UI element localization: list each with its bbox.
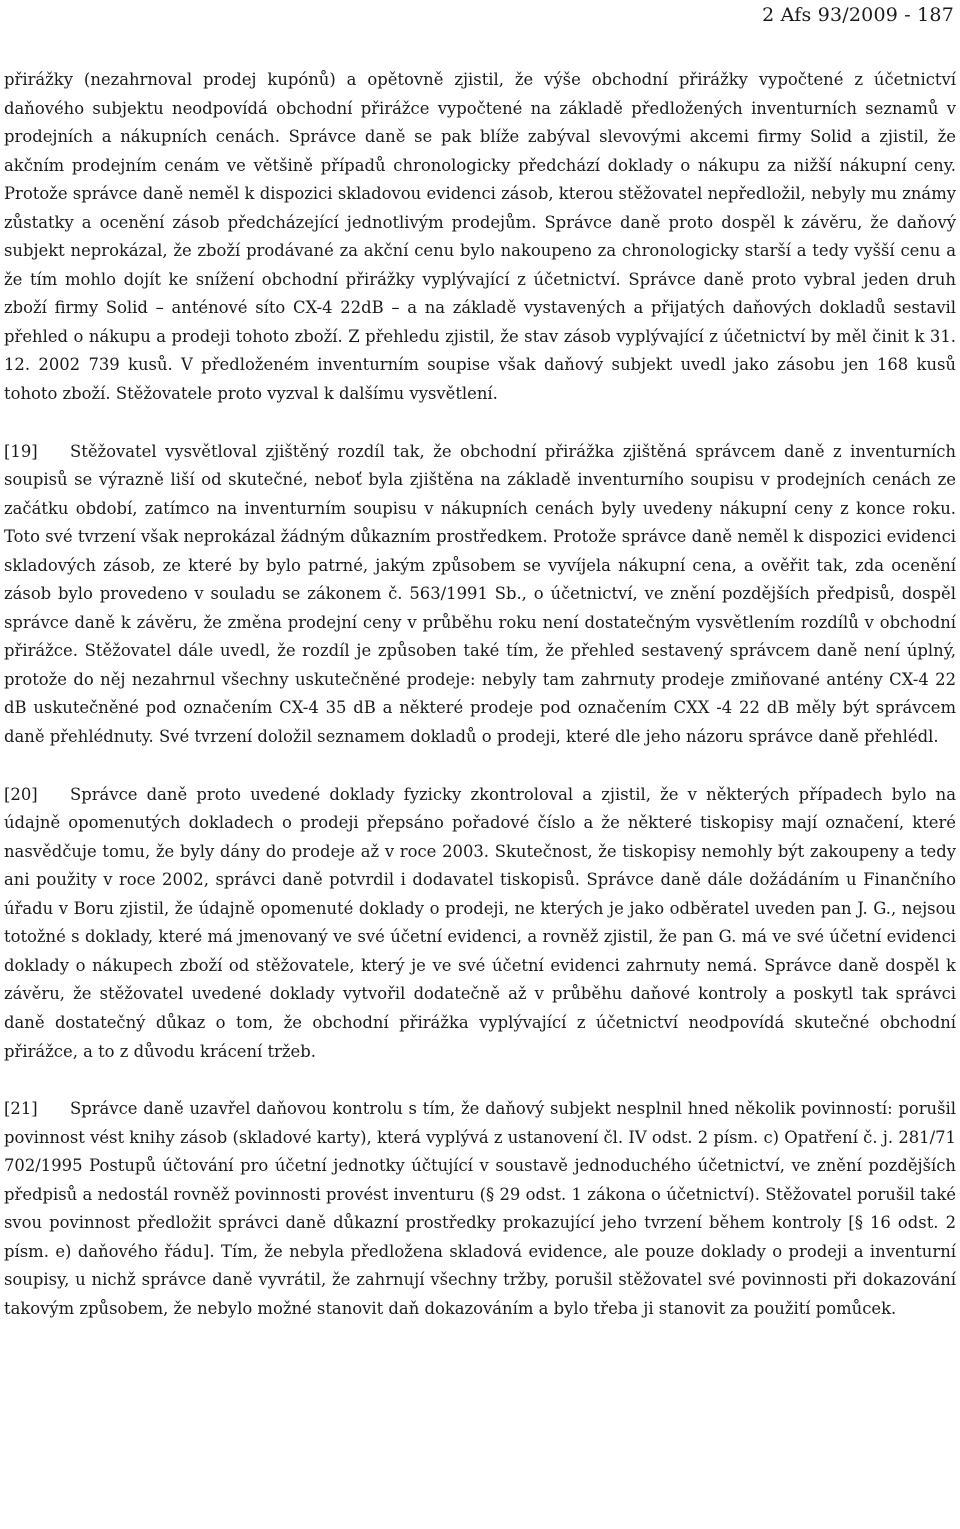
paragraph-19: [4, 438, 956, 752]
paragraph-number: [21]: [4, 1099, 38, 1119]
paragraph-20: [4, 781, 956, 1066]
paragraph-text: Stěžovatel vysvětloval zjištěný rozdíl tak, že obchodní přirážka zjištěná správcem daně z inventurních soupisů se výrazně liší od skutečné, neboť byla zjištěna na základě inventurního soupisu v prodejních cenách ze začátku období, zatímco na inventurním soupisu v nákupních cenách byly uvedeny nákupní ceny z konce roku. Toto své tvrzení však neprokázal žádným důkazním prostředkem. Protože správce daně neměl k dispozici evidenci skladových zásob, ze které by bylo patrné, jakým způsobem se vyvíjela nákupní cena, a ověřit tak, zda ocenění zásob bylo provedeno v souladu se zákonem č. 563/1991 Sb., o účetnictví, ve znění pozdějších předpisů, dospěl správce daně k závěru, že změna prodejní ceny v průběhu roku není dostatečným vysvětlením rozdílů v obchodní přirážce. Stěžovatel dále uvedl, že rozdíl je způsoben také tím, že přehled sestavený správcem daně není úplný, protože do něj nezahrnul všechny uskutečněné prodeje: nebyly tam zahrnuty prodeje zmiňované antény CX-4 22 dB uskutečněné pod označením CX-4 35 dB a některé prodeje pod označením CXX -4 22 dB měly být správcem daně přehlédnuty. Své tvrzení doložil seznamem dokladů o prodeji, které dle jeho názoru správce daně přehlédl.: [4, 441, 956, 747]
paragraph-text: přirážky (nezahrnoval prodej kupónů) a opětovně zjistil, že výše obchodní přirážky vypočtené z účetnictví daňového subjektu neodpovídá obchodní přirážce vypočtené na základě předložených inventurních seznamů v prodejních a nákupních cenách. Správce daně se pak blíže zabýval slevovými akcemi firmy Solid a zjistil, že akčním prodejním cenám ve většině případů chronologicky předchází doklady o nákupu za nižší nákupní ceny. Protože správce daně neměl k dispozici skladovou evidenci zásob, kterou stěžovatel nepředložil, nebyly mu známy zůstatky a ocenění zásob předcházející jednotlivým prodejům. Správce daně proto dospěl k závěru, že daňový subjekt neprokázal, že zboží prodávané za akční cenu bylo nakoupeno za chronologicky starší a tedy vyšší cenu a že tím mohlo dojít ke snížení obchodní přirážky vyplývající z účetnictví. Správce daně proto vybral jeden druh zboží firmy Solid – anténové síto CX-4 22dB – a na základě vystavených a přijatých daňových dokladů sestavil přehled o nákupu a prodeji tohoto zboží. Z přehledu zjistil, že stav zásob vyplývající z účetnictví by měl činit k 31. 12. 2002 739 kusů. V předloženém inventurním soupise však daňový subjekt uvedl jako zásobu jen 168 kusů tohoto zboží. Stěžovatele proto vyzval k dalšímu vysvětlení.: [4, 70, 956, 404]
paragraph-continued: [4, 66, 956, 409]
paragraph-number: [20]: [4, 784, 38, 804]
paragraph-text: Správce daně proto uvedené doklady fyzicky zkontroloval a zjistil, že v některých případech bylo na údajně opomenutých dokladech o prodeji přepsáno pořadové číslo a že některé tiskopisy mají označení, které nasvědčuje tomu, že byly dány do prodeje až v roce 2003. Skutečnost, že tiskopisy nemohly být zakoupeny a tedy ani použity v roce 2002, správci daně potvrdil i dodavatel tiskopisů. Správce daně dále dožádáním u Finančního úřadu v Boru zjistil, že údajně opomenuté doklady o prodeji, ne kterých je jako odběratel uveden pan J. G., nejsou totožné s doklady, které má jmenovaný ve své účetní evidenci, a rovněž zjistil, že pan G. má ve své účetní evidenci doklady o nákupech zboží od stěžovatele, který je ve své účetní evidenci zahrnuty nemá. Správce daně dospěl k závěru, že stěžovatel uvedené doklady vytvořil dodatečně až v průběhu daňové kontroly a poskytl tak správci daně dostatečný důkaz o tom, že obchodní přirážka vyplývající z účetnictví neodpovídá skutečné obchodní přirážce, a to z důvodu krácení tržeb.: [4, 784, 956, 1061]
paragraph-gap: [4, 1066, 956, 1095]
paragraph-gap: [4, 409, 956, 438]
document-body: [4, 66, 956, 1323]
paragraph-text: Správce daně uzavřel daňovou kontrolu s tím, že daňový subjekt nesplnil hned několik povinností: porušil povinnost vést knihy zásob (skladové karty), která vyplývá z ustanovení čl. IV odst. 2 písm. c) Opatření č. j. 281/71 702/1995 Postupů účtování pro účetní jednotky účtující v soustavě jednoduchého účetnictví, ve znění pozdějších předpisů a nedostál rovněž povinnosti provést inventuru (§ 29 odst. 1 zákona o účetnictví). Stěžovatel porušil také svou povinnost předložit správci daně důkazní prostředky prokazující jeho tvrzení během kontroly [§ 16 odst. 2 písm. e) daňového řádu]. Tím, že nebyla předložena skladová evidence, ale pouze doklady o prodeji a inventurní soupisy, u nichž správce daně vyvrátil, že zahrnují všechny tržby, porušil stěžovatel své povinnosti při dokazování takovým způsobem, že nebylo možné stanovit daň dokazováním a bylo třeba ji stanovit za použití pomůcek.: [4, 1099, 956, 1318]
case-reference: 2 Afs 93/2009 - 187: [762, 4, 954, 26]
paragraph-gap: [4, 752, 956, 781]
paragraph-21: [4, 1095, 956, 1323]
paragraph-number: [19]: [4, 441, 38, 461]
